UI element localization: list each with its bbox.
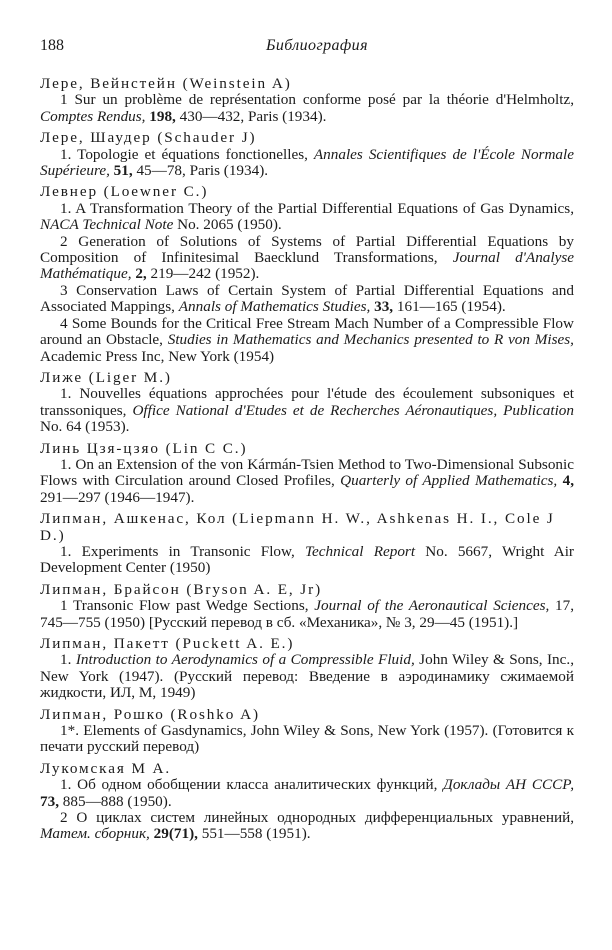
work-text: 1 Sur un problème de représentation conforme posé par la théorie d'Helmholtz, [60, 91, 574, 109]
page-header [40, 38, 574, 62]
entry-work [40, 316, 574, 365]
entry-work [40, 201, 574, 234]
work-journal: Office National d'Etudes et de Recherches Aéronautiques, Publication [132, 401, 574, 419]
bibliography-entry [40, 582, 574, 631]
work-journal: NACA Technical Note [40, 216, 174, 234]
work-journal: Annales Scientifiques de l'École Normale Supérieure, [40, 145, 574, 180]
work-details: 430—432, Paris (1934). [175, 107, 327, 125]
bibliography-list [40, 76, 574, 843]
work-details: John Wiley & Sons, Inc., New York (1947). (Русский перевод: Введение в аэродинамику сжимаемой жидкости, ИЛ, М, 1949) [40, 651, 574, 702]
bibliography-entry [40, 761, 574, 843]
entry-author: Лере, Вейнстейн (Weinstein A) [40, 75, 292, 92]
work-volume: 51, [113, 162, 133, 180]
bibliography-entry [40, 441, 574, 507]
entry-work [40, 652, 574, 701]
work-details: No. 5667, Wright Air Development Center (1950) [40, 542, 574, 577]
entry-author: Лиже (Liger M.) [40, 368, 172, 386]
bibliography-entry [40, 511, 574, 577]
work-text: 2 Generation of Solutions of Systems of Partial Differential Equations by Composition of Infinitesimal Baecklund Transformations, [40, 232, 574, 267]
work-details: No. 64 (1953). [40, 418, 130, 436]
work-journal: Annals of Mathematics Studies, [178, 298, 371, 316]
entry-work [40, 283, 574, 316]
work-text: 1. Topologie et équations fonctionelles, [60, 145, 314, 163]
work-text: 1 Transonic Flow past Wedge Sections, [60, 597, 315, 615]
entry-work [40, 92, 574, 125]
work-journal: Technical Report [305, 542, 416, 560]
work-journal: Studies in Mathematics and Mechanics presented to R von Mises, [167, 331, 574, 349]
work-details: Academic Press Inc, New York (1954) [40, 347, 275, 365]
work-journal: Introduction to Aerodynamics of a Compressible Fluid, [75, 651, 415, 669]
running-title: Библиография [266, 37, 368, 54]
work-details: 45—78, Paris (1934). [132, 162, 269, 180]
work-text: 4 Some Bounds for the Critical Free Stream Mach Number of a Compressible Flow around an Obstacle, [40, 314, 574, 349]
entry-work [40, 723, 574, 756]
entry-work [40, 234, 574, 283]
entry-work [40, 544, 574, 577]
work-journal: Journal d'Analyse Mathématique, [40, 249, 574, 283]
work-journal: Journal of the Aeronautical Sciences, [314, 597, 550, 615]
entry-author: Лукомская М А. [40, 759, 172, 777]
work-volume: 33, [374, 298, 394, 316]
work-text: 1. On an Extension of the von Kármán-Tsien Method to Two-Dimensional Subsonic Flows with Circulation around Closed Profiles, [40, 455, 574, 490]
page-number: 188 [40, 37, 64, 54]
work-text: 1*. Elements of Gasdynamics, John Wiley & Sons, New York (1957). (Готовится к печати русский перевод) [40, 722, 574, 756]
work-text: 2 О циклах систем линейных однородных дифференциальных уравнений, [60, 809, 574, 827]
entry-author: Липман, Ашкенас, Кол (Liepmann H. W., Ashkenas H. I., Cole J D.) [40, 510, 555, 544]
bibliography-entry [40, 370, 574, 436]
work-volume: 2, [135, 265, 147, 283]
entry-author: Лере, Шаудер (Schauder J) [40, 129, 257, 147]
work-journal: Quarterly of Applied Mathematics, [340, 472, 558, 490]
work-details: 161—165 (1954). [393, 298, 506, 316]
bibliography-entry [40, 184, 574, 364]
entry-author: Липман, Брайсон (Bryson A. E, Jr) [40, 580, 323, 598]
work-volume: 29(71), [153, 825, 198, 843]
work-details: 17, 745—755 (1950) [Русский перевод в сб. «Механика», № 3, 29—45 (1951).] [40, 597, 574, 631]
entry-work [40, 777, 574, 810]
entry-work [40, 457, 574, 506]
work-volume: 198, [149, 107, 176, 125]
work-details: 885—888 (1950). [58, 792, 172, 810]
work-volume: 4, [562, 472, 574, 490]
entry-author: Липман, Пакетт (Puckett A. E.) [40, 635, 295, 652]
bibliography-entry [40, 130, 574, 179]
work-details: 551—558 (1951). [197, 825, 311, 843]
work-journal: Доклады АН СССР, [443, 776, 574, 794]
work-details: 219—242 (1952). [146, 265, 260, 283]
work-journal: Матем. сборник, [40, 825, 150, 843]
entry-author: Линь Цзя-цзяо (Lin C C.) [40, 439, 248, 457]
work-text: 1. [60, 651, 76, 669]
work-details: No. 2065 (1950). [173, 216, 282, 234]
work-journal: Comptes Rendus, [40, 107, 146, 125]
work-details: 291—297 (1946—1947). [40, 488, 195, 506]
bibliography-entry [40, 707, 574, 756]
work-text: 3 Conservation Laws of Certain System of Partial Differential Equations and Associated Mappings, [40, 281, 574, 316]
work-text: 1. A Transformation Theory of the Partial Differential Equations of Gas Dynamics, [60, 199, 574, 217]
entry-author: Левнер (Loewner C.) [40, 183, 209, 201]
entry-work [40, 386, 574, 435]
bibliography-entry [40, 636, 574, 702]
entry-author: Липман, Рошко (Roshko A) [40, 705, 260, 723]
work-text: 1. Nouvelles équations approchées pour l'étude des écoulement subsoniques et transsoniques, [40, 385, 574, 419]
entry-work [40, 147, 574, 180]
work-text: 1. Об одном обобщении класса аналитических функций, [60, 776, 444, 794]
work-volume: 73, [40, 792, 59, 810]
entry-work [40, 810, 574, 843]
bibliography-entry [40, 76, 574, 125]
entry-work [40, 598, 574, 631]
work-text: 1. Experiments in Transonic Flow, [60, 542, 305, 560]
